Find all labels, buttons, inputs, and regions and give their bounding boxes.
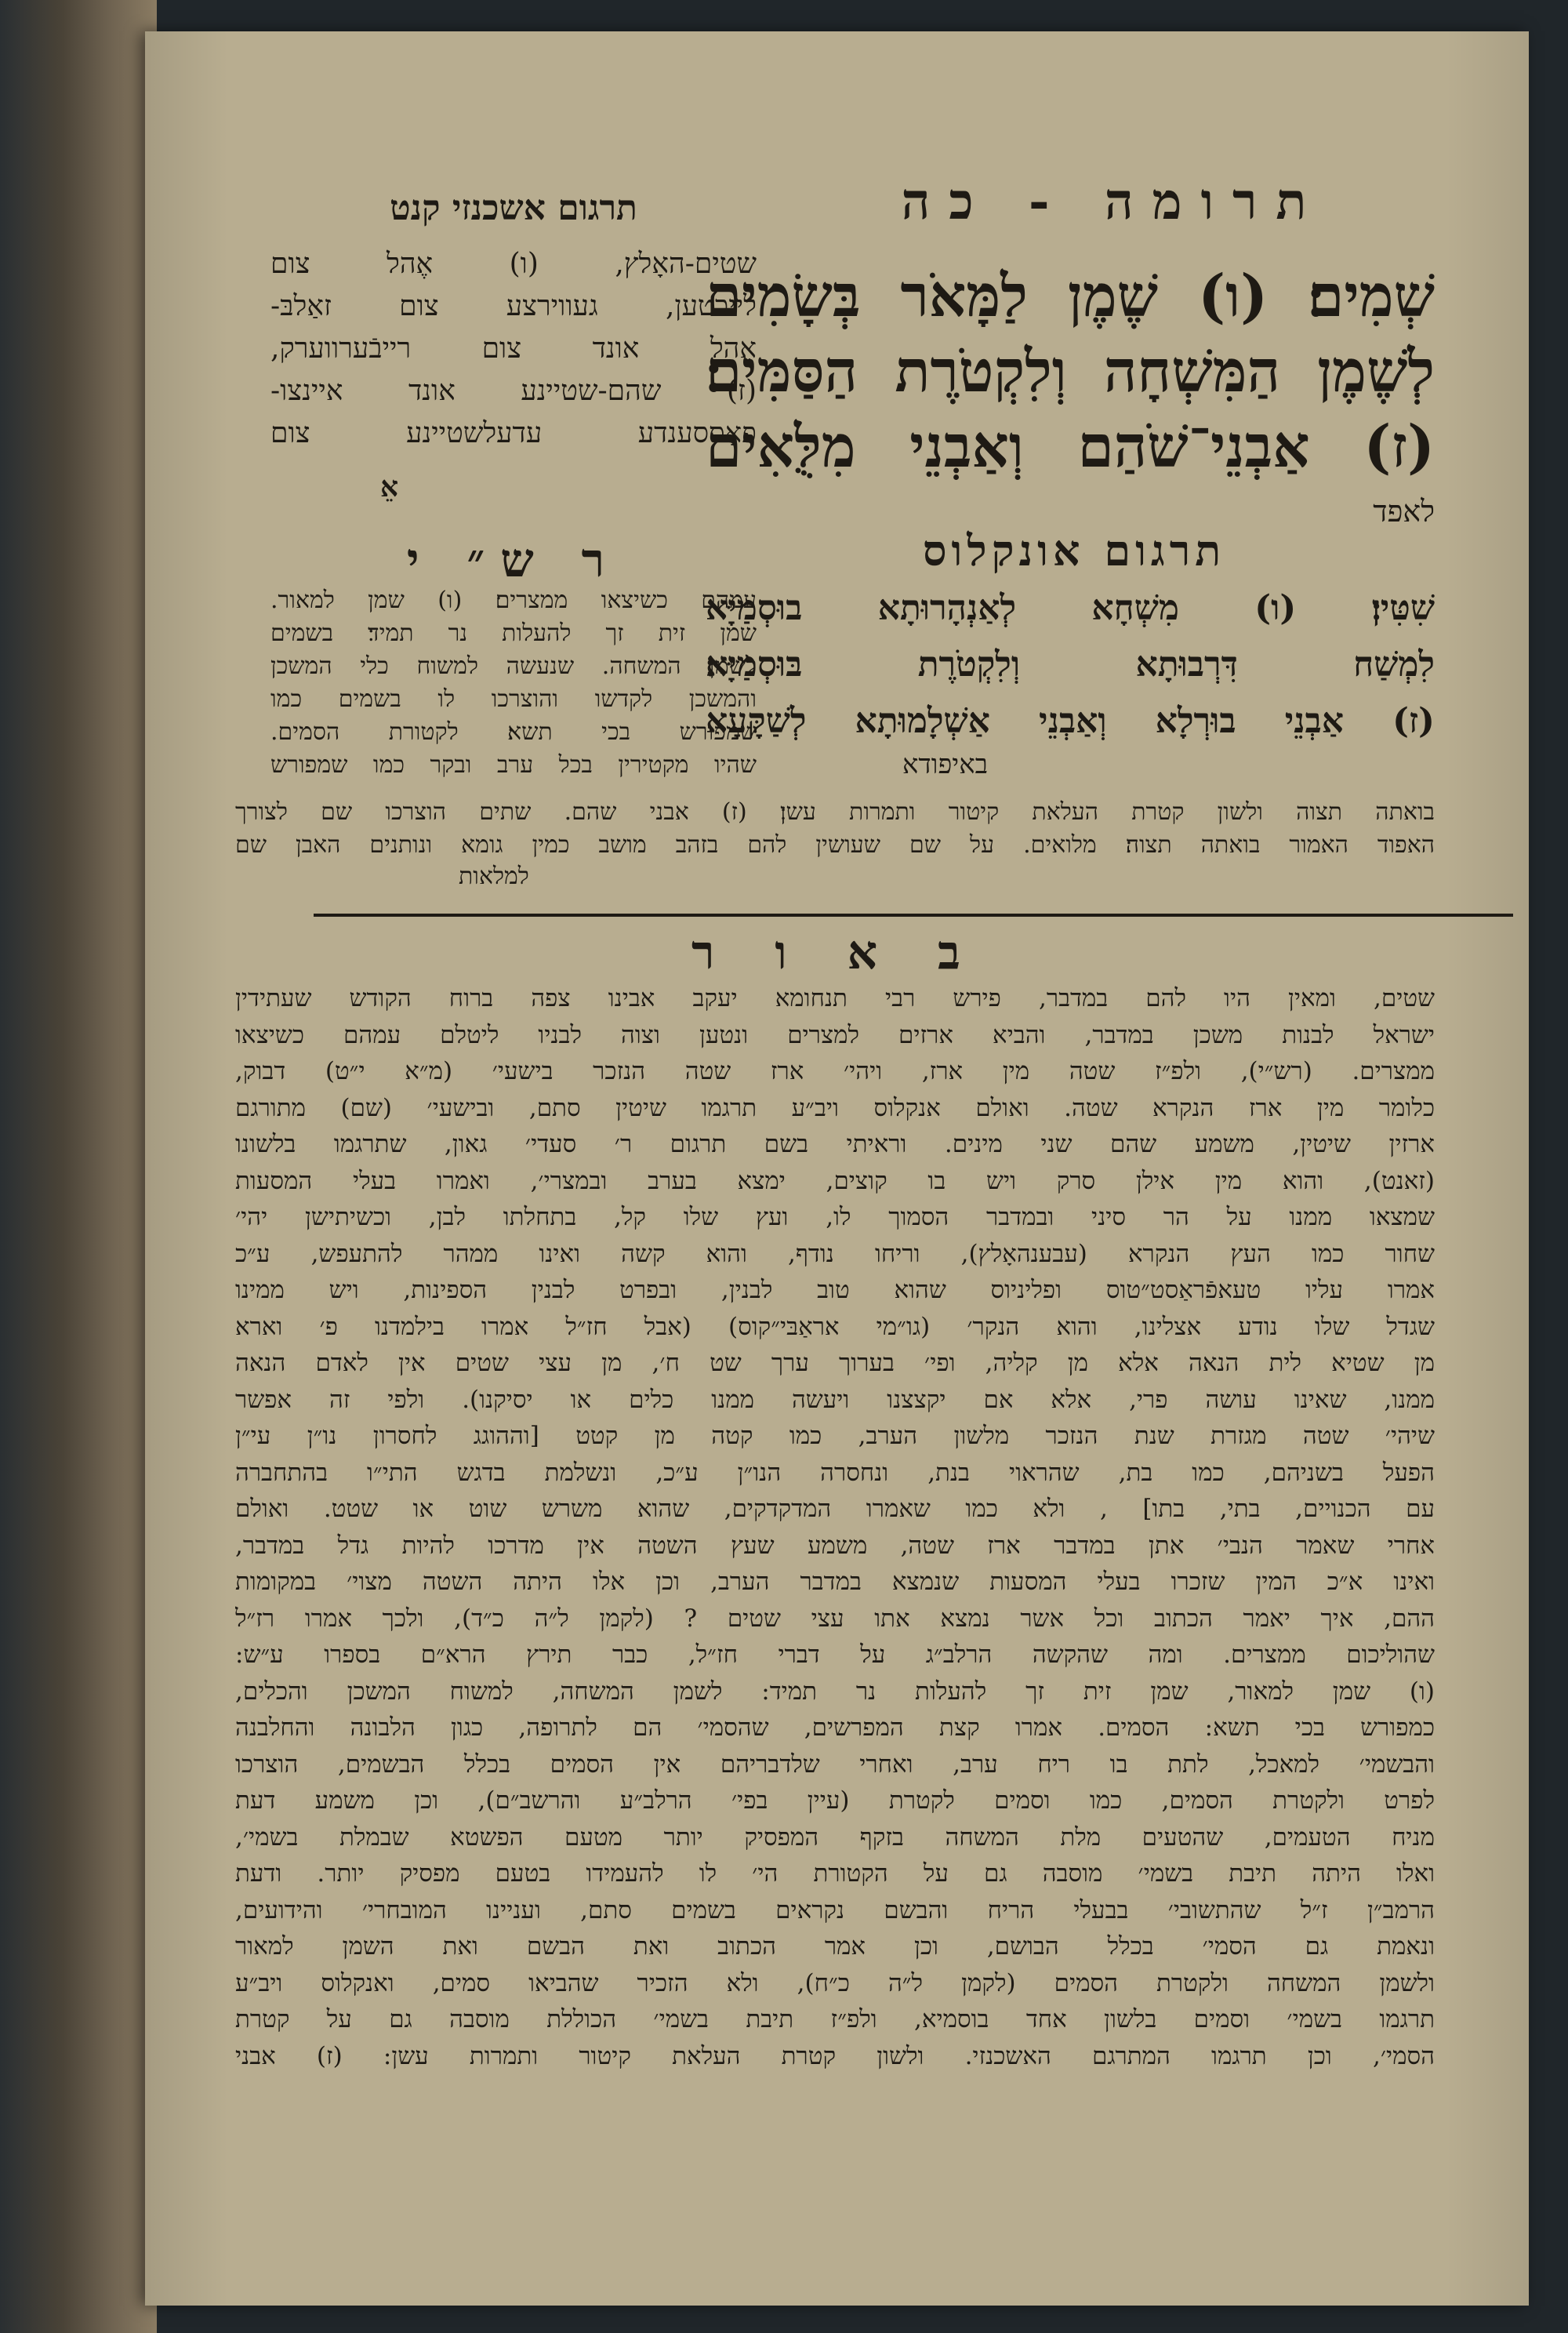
biur-commentary-block — [235, 980, 1435, 2074]
biur-line: הפעל בשניהם, כמו בת, שהראוי בנת, ונחסרה הנו״ן ע״כ, ונשלמת בדגש התי״ו בהתחברה — [235, 1458, 1435, 1487]
biur-line: ישראל לבנות משכן במדבר, והביא ארזים למצרים ונטען וצוה לבניו ליטלם עמהם כשיצאו — [235, 1020, 1435, 1049]
rashi-header: ר ש״ י — [406, 533, 621, 588]
biur-line: שטים, ומאין היו להם במדבר, פירש רבי תנחומא יעקב אבינו צפה ברוח הקודש שעתידין — [235, 984, 1435, 1012]
biur-line: הסמי׳, וכן תרגמו המתרגם האשכנזי. ולשון קטרת העלאת קיטור ותמרות עשן: (ז) אבני — [235, 2041, 1435, 2070]
rashi-line: שמן זית זך להעלות נר תמיד׃ בשמים — [270, 620, 757, 647]
onkelos-line: לִמְשַׁח דִּרְבוּתָא וְלִקְטֹרֶת בּוּסְמַיָּא׃ — [706, 645, 1435, 685]
biur-line: ואינו א״כ המין שזכרו בעלי המסעות שנמצא במדבר הערב, וכן אלו היתה השטה מצוי׳ במקומות — [235, 1568, 1435, 1596]
biur-line: שהוליכום ממצרים. ומה שהקשה הרלב״ג על דברי חז״ל, כבר תירץ הרא״ם בספרו ע״ש: — [235, 1641, 1435, 1669]
biur-line: שיהי׳ שטה מגזרת שנת הנזכר מלשון הערב, כמו קטה מן קטט [וההוגג לחסרון נו״ן עי״ן — [235, 1422, 1435, 1450]
ashkenaz-catchword: אֵ — [380, 471, 399, 503]
biur-header: ב א ו ר — [691, 925, 982, 980]
biur-line: ממצרים. (רש״י), ולפ״ז שטה מין ארז, ויהי׳ ארז שטה הנזכר בישעי׳ (מ״א י״ט) דבוק, — [235, 1057, 1435, 1085]
biur-line: עם הכנויים, בתי, בתו] , ולא כמו שאמרו המדקדקים, שהוא משרש שוט או שטט. ואולם — [235, 1495, 1435, 1523]
torah-verse-block — [706, 259, 1435, 485]
ashkenaz-line: שטים-האָלץ, (ו) אֶהל צום — [270, 248, 757, 280]
rashi-line: האפוד האמור בואתה תצוה׃ מלואים. על שם שעושין להם בזהב מושב כמין גומא ונותנים האבן שם — [235, 831, 1435, 859]
rashi-line: שהיו מקטירין בכל ערב ובקר כמו שמפורש — [270, 751, 757, 779]
ashkenaz-line: (ז) שהם-שטיינע אונד איינצו- — [270, 375, 757, 407]
ashkenaz-line: פאַססענדע עדעלשטיינע צום — [270, 417, 757, 449]
rashi-line: עמהם כשיצאו ממצרים׃ (ו) שמן למאור. — [270, 587, 757, 614]
biur-line: הרמב״ן ז״ל שהתשובי׳ בבעלי הריח והבשם נקראים בשמים סתם, ועניינו המובחרי׳ והידועים, — [235, 1895, 1435, 1924]
biur-line: ואלו היתה תיבת בשמי׳ מוסבה גם על הקטורת הי׳ לו להעמידו בטעם מפסיק יותר. ודעת — [235, 1859, 1435, 1888]
verse-catchword: לאפד — [1373, 494, 1435, 529]
biur-line: שגדל שלו נודע אצלינו, והוא הנקר׳ (גו״מי אראַבּי״קוס) (אבל חז״ל אמרו בילמדנו פ׳ וארא — [235, 1312, 1435, 1341]
biur-line: מן שטיא לית הנאה אלא מן קליה, ופי׳ בערוך ערך שט ח׳, מן עצי שטים אין לאדם הנאה — [235, 1349, 1435, 1377]
ashkenaz-translation-block — [270, 243, 757, 455]
onkelos-catchword: באיפודא — [902, 749, 988, 780]
biur-line: (ו) שמן למאור, שמן זית זך להעלות נר תמיד: לשמן המשחה, למשוח המשכן והכלים, — [235, 1677, 1435, 1706]
rashi-line: שמפורש בכי תשא׃ לקטורת הסמים. — [270, 718, 757, 746]
biur-line: אחרי שאמר הנבי׳ אתן במדבר ארז שטה, משמע שעץ השטה אין מדרכו להיות גדל במדבר, — [235, 1531, 1435, 1560]
verse-line: לְשֶׁמֶן הַמִּשְׁחָה וְלִקְטֹרֶת הַסַּמִּים׃ — [706, 338, 1435, 405]
biur-line: כמפורש בכי תשא: הסמים. אמרו קצת המפרשים, שהסמי׳ הם לתרופה, כגון הלבונה והחלבנה — [235, 1713, 1435, 1742]
book-page-edge — [0, 0, 157, 2333]
biur-line: כלומר מין ארז הנקרא שטה. ואולם אנקלוס ויב״ע תרגמו שיטין סתם, ובישעי׳ (שם) מתורגם — [235, 1093, 1435, 1122]
parsha-header: תרומה - כה — [901, 173, 1326, 231]
biur-line: ארזין שיטין, משמע שהם שני מינים. וראיתי בשם תרגום ר׳ סעדי׳ גאון, שתרגמו בלשונו — [235, 1130, 1435, 1158]
section-divider — [314, 914, 1513, 917]
biur-line: ונאמת גם הסמי׳ בכלל הבושם, וכן אמר הכתוב ואת הבשם ואת השמן למאור — [235, 1932, 1435, 1961]
rashi-line: לשמן המשחה. שנעשה למשוח כלי המשכן — [270, 652, 757, 680]
biur-line: אמרו עליו טעאפֿראַסט״טוס ופליניוס שהוא טוב לבנין, ובפרט לבנין הספינות, ויש ממינו — [235, 1276, 1435, 1304]
biur-line: תרגמו בשמי׳ וסמים בלשון אחד בוסמיא, ולפ״ז תיבת בשמי׳ הכוללת מוסבה גם על קטרת — [235, 2005, 1435, 2033]
ashkenaz-translation-header: תרגום אשכנזי קנט — [390, 188, 637, 228]
rashi-column-block — [270, 584, 757, 782]
verse-line: (ז) אַבְנֵי־שֹׁהַם וְאַבְנֵי מִלֻּאִים — [706, 413, 1435, 481]
onkelos-block — [706, 580, 1435, 750]
biur-line: והבשמי׳ למאכל, לתת בו ריח ערב, ואחרי שלדבריהם אין הסמים בכלל הבשמים, הוצרכו — [235, 1750, 1435, 1779]
biur-line: ולשמן המשחה ולקטרת הסמים (לקמן ל״ה כ״ח), ולא הזכיר שהביאו סמים, ואנקלוס ויב״ע — [235, 1968, 1435, 1997]
biur-line: שמצאו ממנו על הר סיני ובמדבר הסמוך לו, ועץ שלו קל, בתחלתו לבן, וכשיתישן יהי׳ — [235, 1203, 1435, 1231]
ashkenaz-line: לייכטען, געווירצע צום זאַלבּ- — [270, 290, 757, 322]
biur-line: ההם, איך יאמר הכתוב וכל אשר נמצא אתו עצי שטים ? (לקמן ל״ה כ״ד), ולכך אמרו רז״ל — [235, 1604, 1435, 1633]
onkelos-header: תרגום אונקלוס — [922, 525, 1226, 576]
verse-line: שְׁמִים׃ (ו) שֶׁמֶן לַמָּאֹר בְּשָׂמִים — [706, 263, 1435, 330]
rashi-line: והמשכן לקדשו והוצרכו לו בשמים כמו — [270, 685, 757, 713]
biur-line: מניח הטעמים, שהטעים מלת המשחה בזקף המפסיק יותר מטעם הפשטא שבמלת בשמי׳, — [235, 1822, 1435, 1852]
biur-line: ממנו, שאינו עושה פרי, אלא אם יקצצנו ויעשה ממנו כלים או יסיקנו). ולפי זה אפשר — [235, 1385, 1435, 1414]
onkelos-line: (ז) אַבְנֵי בוּרְלָא וְאַבְנֵי אַשְׁלָמוּתָא לְשַׁקָּעָא — [706, 701, 1435, 741]
biur-line: שחור כמו העץ הנקרא (עבענהאָלץ), וריחו נודף, והוא קשה ואינו ממהר להתעפש, ע״כ — [235, 1239, 1435, 1268]
onkelos-line: שִׁטִּין׃ (ו) מִשְׁחָא לְאַנְהָרוּתָא בוּסְמַיָּא — [706, 588, 1435, 628]
rashi-continuation-block — [235, 796, 1435, 862]
ashkenaz-line: אֶהל אונד צום רייבֿערווערק, — [270, 333, 757, 365]
biur-line: (זאנט), והוא מין אילן סרק ויש בו קוצים, ימצא בערב ובמצרי׳, ואמרו בעלי המסעות — [235, 1166, 1435, 1195]
biur-line: לפרט ולקטרת הסמים, כמו וסמים לקטרת (עיין בפי׳ הרלב״ע והרשב״ם), וכן משמע דעת — [235, 1786, 1435, 1815]
book-page — [145, 31, 1529, 2306]
rashi-line: בואתה תצוה ולשון קטרת העלאת קיטור ותמרות עשן׃ (ז) אבני שהם. שתים הוצרכו שם לצורך — [235, 798, 1435, 826]
rashi-end-word: למלאות — [459, 863, 529, 890]
